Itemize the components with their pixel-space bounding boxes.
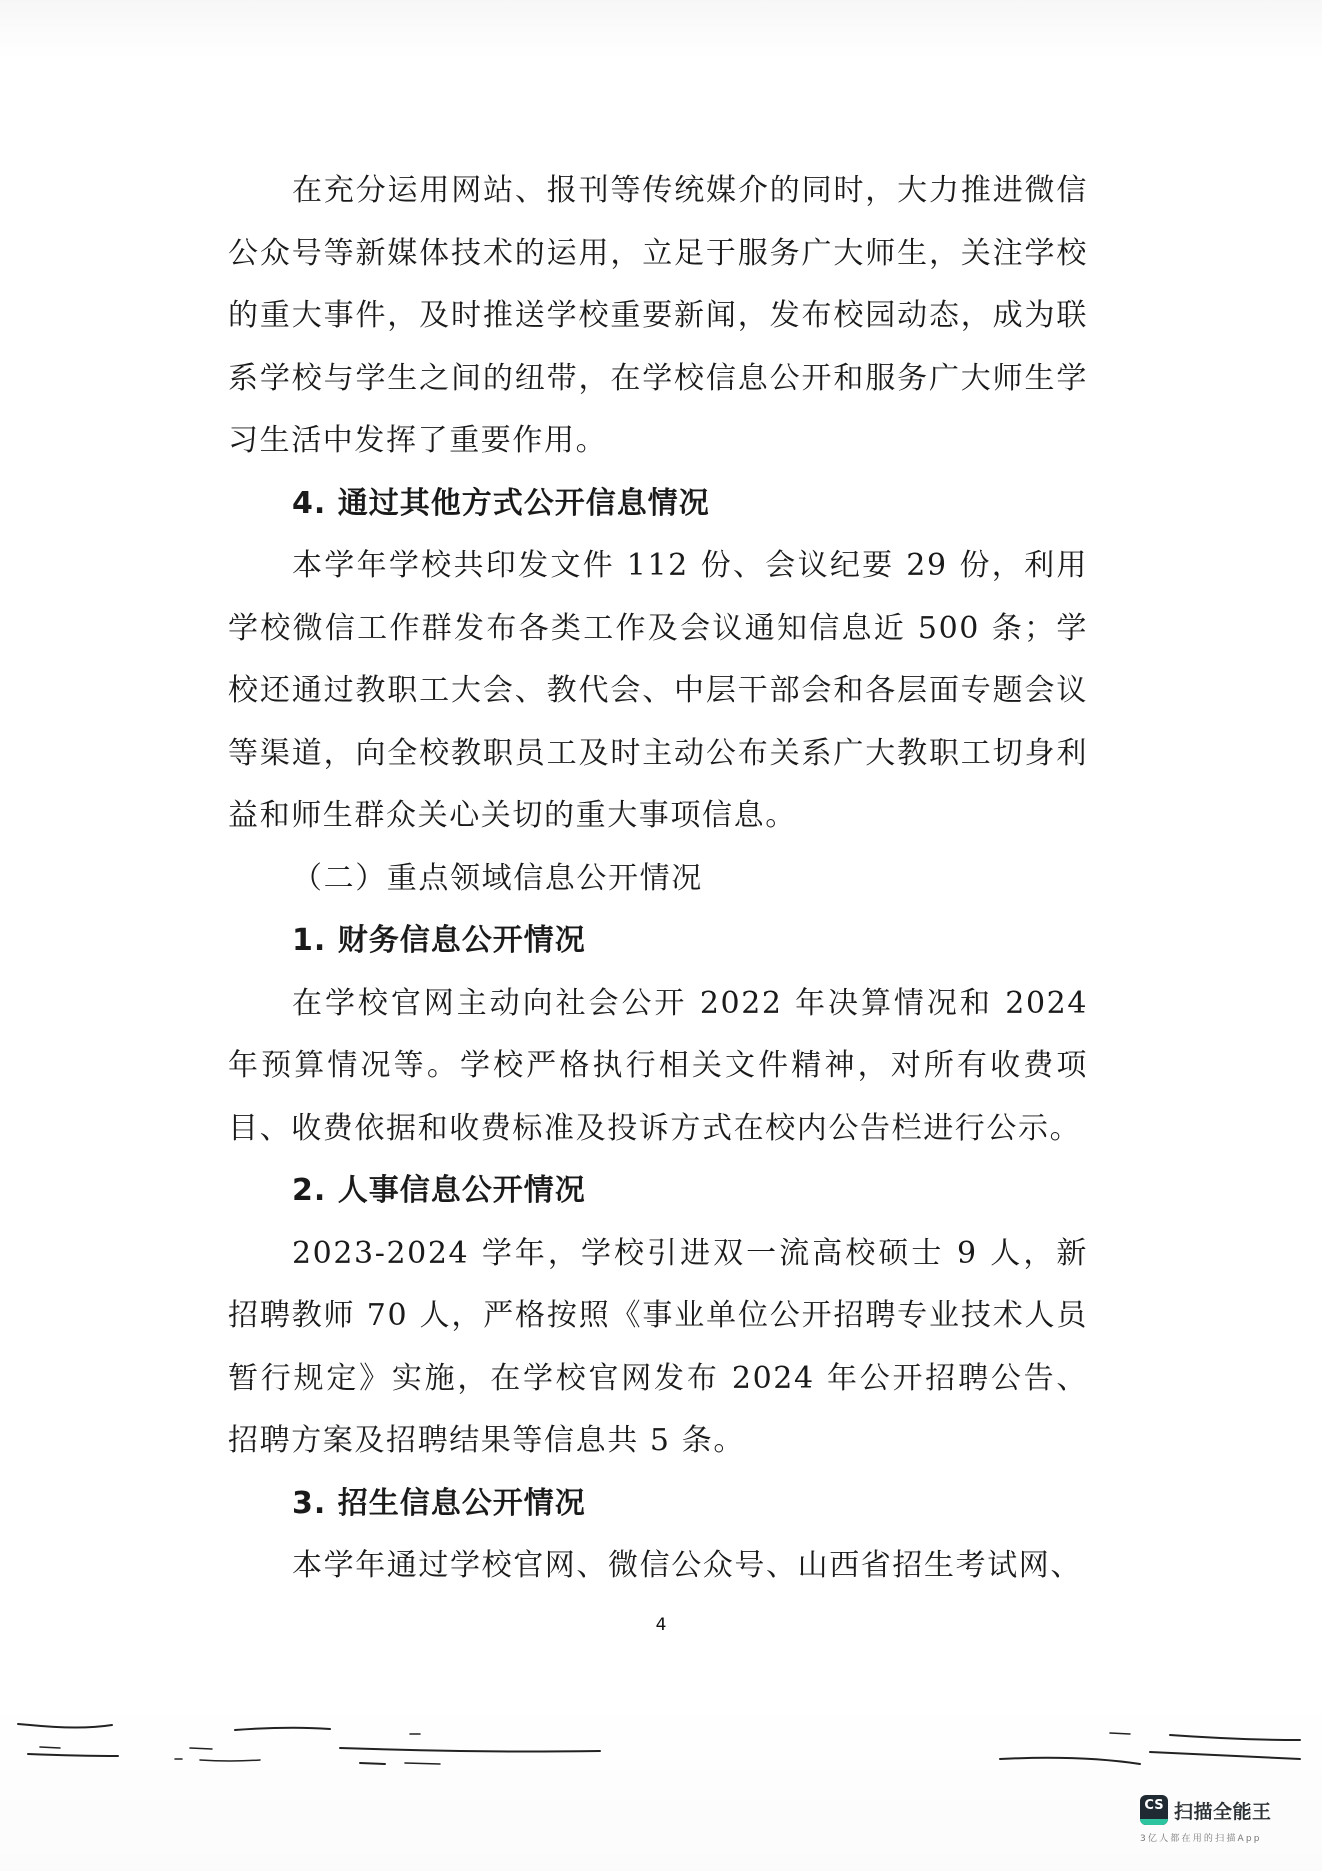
paragraph-new-media: 在充分运用网站、报刊等传统媒介的同时，大力推进微信公众号等新媒体技术的运用，立足于服务广大师生，关注学校的重大事件，及时推送学校重要新闻，发布校园动态，成为联系学校与学生之间的纽带，在学校信息公开和服务广大师生学习生活中发挥了重要作用。 — [228, 173, 1088, 458]
page-number: 4 — [655, 1615, 667, 1635]
camscanner-logo-icon: CS — [1140, 1795, 1168, 1825]
heading-admissions: 3. 招生信息公开情况 — [292, 1485, 586, 1521]
subsection-key-areas: （二）重点领域信息公开情况 — [292, 860, 703, 896]
watermark-title: 扫描全能王 — [1174, 1800, 1272, 1823]
heading-personnel: 2. 人事信息公开情况 — [292, 1173, 586, 1208]
watermark-subtitle: 3亿人都在用的扫描App — [1140, 1834, 1262, 1844]
paragraph-finance: 在学校官网主动向社会公开 2022 年决算情况和 2024 年预算情况等。学校严格执行相关文件精神，对所有收费项目、收费依据和收费标准及投诉方式在校内公告栏进行公示。 — [228, 985, 1088, 1146]
paragraph-other-channels: 本学年学校共印发文件 112 份、会议纪要 29 份，利用学校微信工作群发布各类工作及会议通知信息近 500 条；学校还通过教职工大会、教代会、中层干部会和各层面专题会议等渠道，向全校教职员工及时主动公布关系广大教职工切身利益和师生群众关心关切的重大事项信息。 — [228, 548, 1088, 833]
heading-other-channels: 4. 通过其他方式公开信息情况 — [292, 485, 710, 521]
paragraph-personnel: 2023-2024 学年，学校引进双一流高校硕士 9 人，新招聘教师 70 人，严格按照《事业单位公开招聘专业技术人员暂行规定》实施，在学校官网发布 2024 年公开招聘公告、招聘方案及招聘结果等信息共 5 条。 — [228, 1235, 1088, 1458]
heading-finance: 1. 财务信息公开情况 — [292, 923, 586, 958]
document-body — [228, 160, 1088, 1598]
paragraph-admissions: 本学年通过学校官网、微信公众号、山西省招生考试网、 — [292, 1548, 1082, 1583]
scan-artifact-lines — [0, 1660, 1322, 1780]
camscanner-watermark — [1140, 1795, 1320, 1865]
